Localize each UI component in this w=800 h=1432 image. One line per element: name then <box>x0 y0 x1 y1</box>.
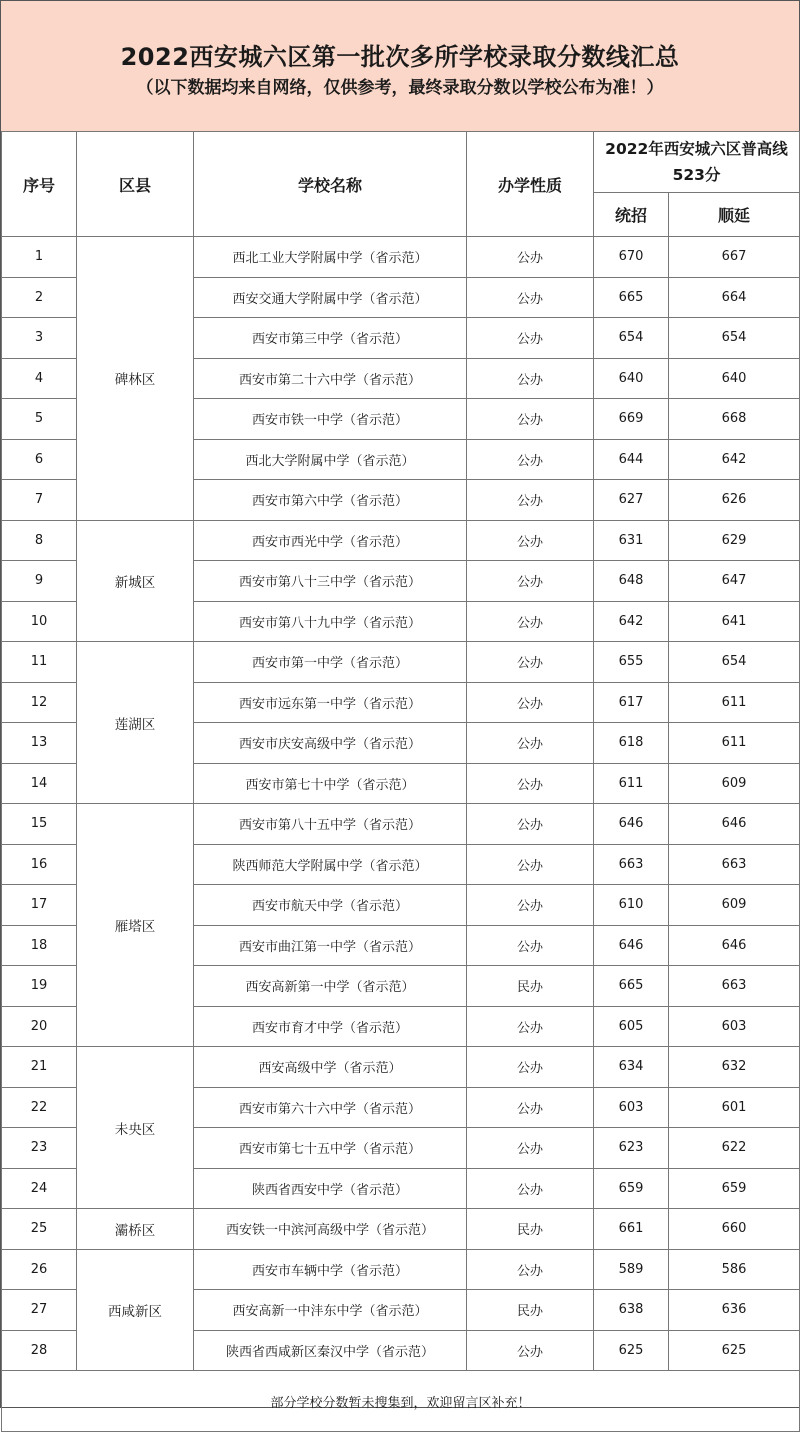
cell-school: 西安市航天中学（省示范） <box>194 885 467 926</box>
header-district: 区县 <box>77 132 194 237</box>
cell-index: 4 <box>2 358 77 399</box>
cell-type: 公办 <box>467 1249 594 1290</box>
table-row <box>2 642 800 683</box>
cell-type: 公办 <box>467 1006 594 1047</box>
cell-school: 西安市远东第一中学（省示范） <box>194 682 467 723</box>
table-row <box>2 237 800 278</box>
cell-shunyan: 601 <box>669 1087 800 1128</box>
cell-shunyan: 646 <box>669 804 800 845</box>
cell-tongzhao: 665 <box>594 277 669 318</box>
cell-index: 23 <box>2 1128 77 1169</box>
cell-shunyan: 629 <box>669 520 800 561</box>
cell-index: 6 <box>2 439 77 480</box>
cell-tongzhao: 617 <box>594 682 669 723</box>
cell-shunyan: 622 <box>669 1128 800 1169</box>
cell-type: 公办 <box>467 885 594 926</box>
cell-type: 公办 <box>467 318 594 359</box>
cell-tongzhao: 646 <box>594 925 669 966</box>
cell-shunyan: 646 <box>669 925 800 966</box>
cell-type: 公办 <box>467 439 594 480</box>
cell-type: 公办 <box>467 925 594 966</box>
cell-school: 西安市第一中学（省示范） <box>194 642 467 683</box>
cell-school: 陕西师范大学附属中学（省示范） <box>194 844 467 885</box>
cell-tongzhao: 669 <box>594 399 669 440</box>
cell-school: 西安市第八十三中学（省示范） <box>194 561 467 602</box>
cell-index: 17 <box>2 885 77 926</box>
cell-shunyan: 632 <box>669 1047 800 1088</box>
cell-school: 西安市育才中学（省示范） <box>194 1006 467 1047</box>
cell-type: 公办 <box>467 237 594 278</box>
cell-district: 灞桥区 <box>77 1209 194 1250</box>
cell-tongzhao: 661 <box>594 1209 669 1250</box>
cell-shunyan: 626 <box>669 480 800 521</box>
cell-tongzhao: 648 <box>594 561 669 602</box>
cell-shunyan: 609 <box>669 763 800 804</box>
cell-index: 25 <box>2 1209 77 1250</box>
cell-tongzhao: 625 <box>594 1330 669 1371</box>
cell-index: 11 <box>2 642 77 683</box>
cell-tongzhao: 655 <box>594 642 669 683</box>
cell-district: 莲湖区 <box>77 642 194 804</box>
cell-type: 公办 <box>467 358 594 399</box>
cell-school: 西安市车辆中学（省示范） <box>194 1249 467 1290</box>
cell-school: 西北大学附属中学（省示范） <box>194 439 467 480</box>
cell-shunyan: 611 <box>669 723 800 764</box>
cell-type: 公办 <box>467 601 594 642</box>
cell-school: 西安市庆安高级中学（省示范） <box>194 723 467 764</box>
cell-school: 西安市第七十五中学（省示范） <box>194 1128 467 1169</box>
header-type: 办学性质 <box>467 132 594 237</box>
cell-district: 碑林区 <box>77 237 194 521</box>
cell-school: 西安市第三中学（省示范） <box>194 318 467 359</box>
cell-type: 公办 <box>467 1087 594 1128</box>
cell-shunyan: 609 <box>669 885 800 926</box>
cell-tongzhao: 610 <box>594 885 669 926</box>
cell-type: 公办 <box>467 844 594 885</box>
cell-district: 未央区 <box>77 1047 194 1209</box>
cell-type: 公办 <box>467 1128 594 1169</box>
header-tongzhao: 统招 <box>594 193 669 237</box>
cell-type: 公办 <box>467 561 594 602</box>
cell-type: 公办 <box>467 480 594 521</box>
score-table <box>1 131 800 1432</box>
cell-shunyan: 586 <box>669 1249 800 1290</box>
title-banner <box>1 1 799 132</box>
cell-tongzhao: 589 <box>594 1249 669 1290</box>
cell-index: 21 <box>2 1047 77 1088</box>
cell-index: 10 <box>2 601 77 642</box>
cell-index: 3 <box>2 318 77 359</box>
cell-index: 9 <box>2 561 77 602</box>
table-row <box>2 1047 800 1088</box>
cell-school: 西安高新一中沣东中学（省示范） <box>194 1290 467 1331</box>
cell-school: 西安市第六中学（省示范） <box>194 480 467 521</box>
table-row <box>2 804 800 845</box>
cell-school: 陕西省西安中学（省示范） <box>194 1168 467 1209</box>
cell-tongzhao: 611 <box>594 763 669 804</box>
cell-tongzhao: 659 <box>594 1168 669 1209</box>
cell-tongzhao: 642 <box>594 601 669 642</box>
cell-index: 16 <box>2 844 77 885</box>
cell-shunyan: 663 <box>669 844 800 885</box>
cell-index: 7 <box>2 480 77 521</box>
cell-tongzhao: 627 <box>594 480 669 521</box>
cell-index: 28 <box>2 1330 77 1371</box>
cell-school: 西安铁一中滨河高级中学（省示范） <box>194 1209 467 1250</box>
cell-tongzhao: 670 <box>594 237 669 278</box>
cell-shunyan: 663 <box>669 966 800 1007</box>
cell-shunyan: 640 <box>669 358 800 399</box>
cell-school: 西安交通大学附属中学（省示范） <box>194 277 467 318</box>
cell-index: 19 <box>2 966 77 1007</box>
cell-index: 18 <box>2 925 77 966</box>
cell-type: 公办 <box>467 682 594 723</box>
cell-type: 公办 <box>467 520 594 561</box>
cell-index: 22 <box>2 1087 77 1128</box>
cell-school: 西北工业大学附属中学（省示范） <box>194 237 467 278</box>
cell-school: 西安市曲江第一中学（省示范） <box>194 925 467 966</box>
cell-index: 26 <box>2 1249 77 1290</box>
footer-note: 部分学校分数暂未搜集到，欢迎留言区补充！ <box>2 1371 800 1432</box>
cell-tongzhao: 623 <box>594 1128 669 1169</box>
page-title: 2022西安城六区第一批次多所学校录取分数线汇总 <box>120 43 680 71</box>
cell-school: 陕西省西咸新区秦汉中学（省示范） <box>194 1330 467 1371</box>
header-score-group: 2022年西安城六区普高线523分 <box>594 132 800 193</box>
cell-index: 15 <box>2 804 77 845</box>
cell-shunyan: 641 <box>669 601 800 642</box>
cell-school: 西安市第八十五中学（省示范） <box>194 804 467 845</box>
cell-tongzhao: 603 <box>594 1087 669 1128</box>
cell-district: 雁塔区 <box>77 804 194 1047</box>
cell-school: 西安高新第一中学（省示范） <box>194 966 467 1007</box>
cell-index: 13 <box>2 723 77 764</box>
cell-tongzhao: 646 <box>594 804 669 845</box>
cell-shunyan: 625 <box>669 1330 800 1371</box>
cell-index: 8 <box>2 520 77 561</box>
cell-index: 27 <box>2 1290 77 1331</box>
cell-type: 公办 <box>467 804 594 845</box>
cell-shunyan: 603 <box>669 1006 800 1047</box>
cell-tongzhao: 663 <box>594 844 669 885</box>
cell-type: 公办 <box>467 723 594 764</box>
table-row <box>2 1249 800 1290</box>
cell-school: 西安市西光中学（省示范） <box>194 520 467 561</box>
cell-tongzhao: 618 <box>594 723 669 764</box>
cell-school: 西安市第六十六中学（省示范） <box>194 1087 467 1128</box>
cell-type: 民办 <box>467 966 594 1007</box>
cell-shunyan: 668 <box>669 399 800 440</box>
cell-tongzhao: 631 <box>594 520 669 561</box>
cell-school: 西安高级中学（省示范） <box>194 1047 467 1088</box>
cell-tongzhao: 638 <box>594 1290 669 1331</box>
header-shunyan: 顺延 <box>669 193 800 237</box>
cell-tongzhao: 644 <box>594 439 669 480</box>
cell-tongzhao: 634 <box>594 1047 669 1088</box>
page-subtitle: （以下数据均来自网络，仅供参考，最终录取分数以学校公布为准！） <box>136 78 664 98</box>
cell-type: 公办 <box>467 1330 594 1371</box>
cell-district: 新城区 <box>77 520 194 642</box>
cell-school: 西安市第八十九中学（省示范） <box>194 601 467 642</box>
cell-shunyan: 611 <box>669 682 800 723</box>
cell-index: 1 <box>2 237 77 278</box>
cell-type: 公办 <box>467 763 594 804</box>
cell-index: 5 <box>2 399 77 440</box>
table-body <box>2 237 800 1371</box>
cell-shunyan: 642 <box>669 439 800 480</box>
cell-index: 20 <box>2 1006 77 1047</box>
cell-index: 2 <box>2 277 77 318</box>
cell-shunyan: 664 <box>669 277 800 318</box>
cell-school: 西安市第二十六中学（省示范） <box>194 358 467 399</box>
cell-shunyan: 654 <box>669 318 800 359</box>
cell-type: 民办 <box>467 1209 594 1250</box>
cell-tongzhao: 654 <box>594 318 669 359</box>
table-row <box>2 1209 800 1250</box>
table-row <box>2 520 800 561</box>
cell-type: 公办 <box>467 1047 594 1088</box>
cell-tongzhao: 640 <box>594 358 669 399</box>
header-index: 序号 <box>2 132 77 237</box>
cell-shunyan: 660 <box>669 1209 800 1250</box>
cell-shunyan: 636 <box>669 1290 800 1331</box>
cell-tongzhao: 605 <box>594 1006 669 1047</box>
cell-index: 14 <box>2 763 77 804</box>
cell-shunyan: 667 <box>669 237 800 278</box>
cell-type: 民办 <box>467 1290 594 1331</box>
cell-shunyan: 647 <box>669 561 800 602</box>
cell-tongzhao: 665 <box>594 966 669 1007</box>
cell-type: 公办 <box>467 642 594 683</box>
cell-type: 公办 <box>467 1168 594 1209</box>
cell-index: 12 <box>2 682 77 723</box>
cell-shunyan: 659 <box>669 1168 800 1209</box>
cell-school: 西安市第七十中学（省示范） <box>194 763 467 804</box>
cell-district: 西咸新区 <box>77 1249 194 1371</box>
header-school: 学校名称 <box>194 132 467 237</box>
cell-type: 公办 <box>467 399 594 440</box>
cell-shunyan: 654 <box>669 642 800 683</box>
cell-type: 公办 <box>467 277 594 318</box>
cell-index: 24 <box>2 1168 77 1209</box>
cell-school: 西安市铁一中学（省示范） <box>194 399 467 440</box>
